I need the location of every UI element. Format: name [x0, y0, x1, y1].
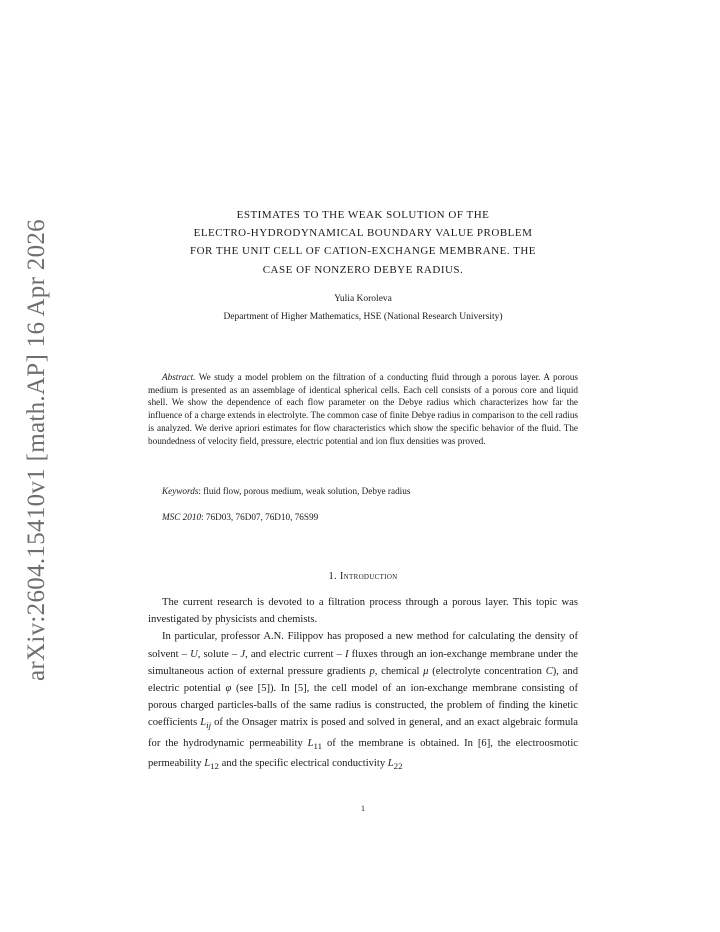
text-run: The current research is devoted to a filtration process through a porous layer. This topic was investigated by physicists and chemists. — [148, 597, 578, 626]
abstract-label: Abstract. — [162, 372, 196, 382]
keywords-label: Keywords — [162, 486, 199, 496]
abstract — [148, 371, 578, 447]
math-symbol: C — [545, 665, 553, 677]
text-run: In particular, professor A.N. Filippov has proposed a new method for calculating the density of solvent – — [148, 631, 578, 660]
math-symbol: L — [387, 758, 394, 770]
author-affiliation: Department of Higher Mathematics, HSE (National Research University) — [223, 312, 503, 322]
math-symbol: I — [345, 648, 349, 660]
math-symbol: L — [307, 737, 314, 749]
math-symbol: p — [369, 665, 375, 677]
arxiv-identifier: arXiv:2604.15410v1 [math.AP] 16 Apr 2026 — [23, 219, 50, 681]
msc-text: 76D03, 76D07, 76D10, 76S99 — [205, 512, 319, 522]
body-text — [148, 594, 578, 775]
text-run: (see [5]). In [5], the cell model of an ion-exchange membrane consisting of porous charged particles-balls of the same radius is constructed, the problem of finding the kinetic coefficients — [148, 683, 579, 729]
section-heading — [150, 571, 576, 582]
text-run: , solute – — [197, 648, 241, 660]
math-symbol: L — [204, 758, 211, 770]
math-symbol: μ — [423, 665, 429, 677]
math-subscript: ij — [206, 720, 212, 731]
math-symbol: U — [190, 648, 198, 660]
math-subscript: 11 — [313, 740, 323, 751]
text-run: , chemical — [374, 665, 424, 677]
text-run: ), and electric potential — [148, 665, 579, 695]
text-run: fluxes through an ion-exchange membrane under the simultaneous action of external pressure gradients — [148, 648, 578, 677]
paper-title — [150, 206, 576, 279]
title-line: ESTIMATES TO THE WEAK SOLUTION OF THE — [236, 209, 490, 221]
msc-classification: MSC 2010: 76D03, 76D07, 76D10, 76S99 — [162, 512, 319, 522]
title-line: FOR THE UNIT CELL OF CATION-EXCHANGE MEMBRANE. THE — [189, 245, 537, 258]
paragraph — [148, 594, 578, 628]
paragraph — [148, 628, 578, 775]
text-run: (electrolyte concentration — [428, 665, 546, 677]
keywords: Keywords: fluid flow, porous medium, weak solution, Debye radius — [162, 486, 411, 496]
abstract-text: We study a model problem on the filtration of a conducting fluid through a porous layer. A porous medium is presented as an assemblage of identical spherical cells. Each cell consists of a porous core and liquid shell. We show the dependence of each flow parameter on the Debye radius which characterizes how far the influence of a charge extends in electrolyte. The common case of finite Debye radius in comparison to the cell radius is analyzed. We derive apriori estimates for flow characteristics which show the specific behavior of the fluid. The boundedness of velocity field, pressure, electric potential and ion flux densities was proved. — [148, 372, 578, 446]
title-line: ELECTRO-HYDRODYNAMICAL BOUNDARY VALUE PROBLEM — [193, 227, 533, 240]
section-title: Introduction — [339, 571, 398, 582]
text-run: of the Onsager matrix is posed and solved in general, and an exact algebraic formula for the hydrodynamic permeability — [148, 717, 578, 749]
section-number: 1. — [328, 571, 337, 582]
text-run: , and electric current – — [245, 648, 346, 660]
math-symbol: φ — [225, 683, 232, 695]
title-line: CASE OF NONZERO DEBYE RADIUS. — [262, 263, 464, 276]
math-symbol: L — [200, 717, 207, 729]
keywords-text: fluid flow, porous medium, weak solution, Debye radius — [203, 486, 411, 496]
page-number: 1 — [361, 804, 365, 813]
math-subscript: 12 — [210, 761, 219, 772]
author-name: Yulia Koroleva — [334, 294, 392, 304]
text-run: and the specific electrical conductivity — [218, 758, 388, 770]
math-symbol: J — [240, 648, 246, 660]
text-run: of the membrane is obtained. In [6], the electroosmotic permeability — [148, 737, 578, 770]
math-subscript: 22 — [393, 761, 403, 772]
msc-label: MSC 2010 — [162, 512, 202, 522]
